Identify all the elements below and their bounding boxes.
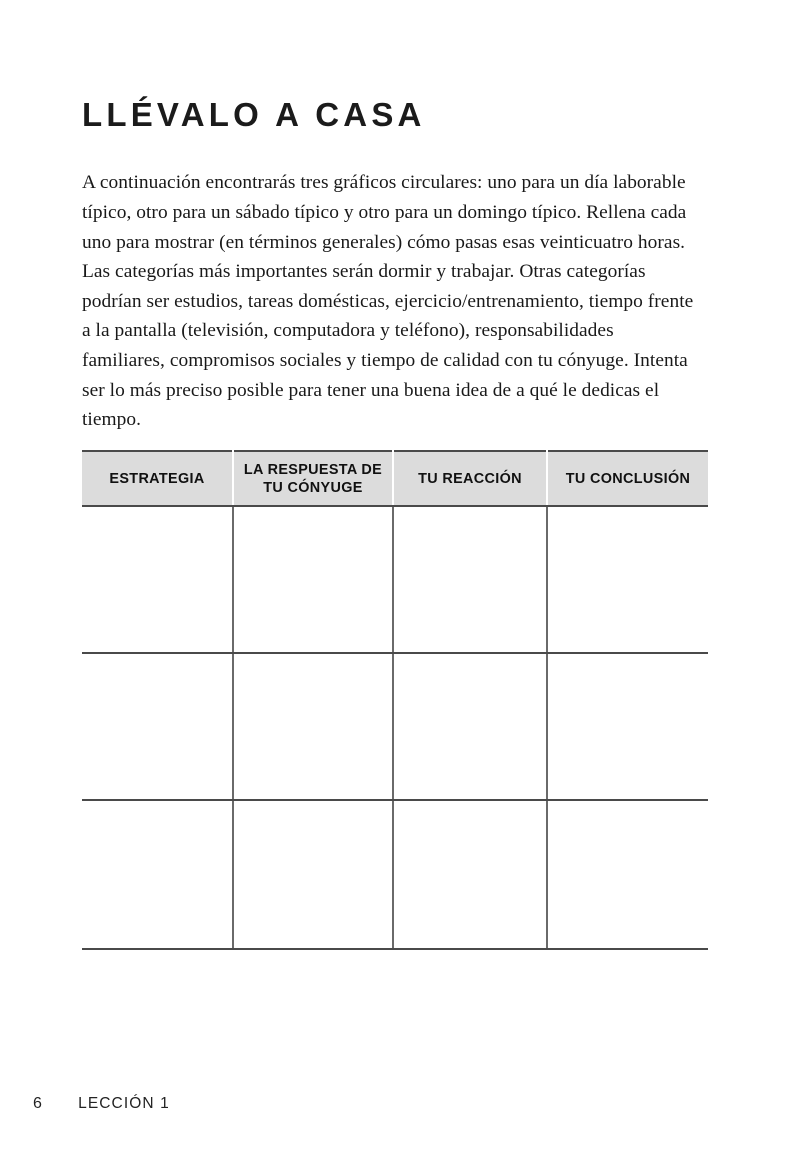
- cell-tu-reaccion[interactable]: [393, 506, 547, 653]
- intro-paragraph: A continuación encontrarás tres gráficos circulares: uno para un día laborable típico, otro para un sábado típico y otro para un domingo típico. Rellena cada uno para mostrar (en términos generales) cómo pasas esas veinticuatro horas. Las categorías más importantes serán dormir y trabajar. Otras categorías podrían ser estudios, tareas domésticas, ejercicio/entrenamiento, tiempo frente a la pantalla (televisión, computadora y teléfono), responsabilidades familiares, compromisos sociales y tiempo de calidad con tu cónyuge. Intenta ser lo más preciso posible para tener una buena idea de a qué le dedicas el tiempo.: [82, 172, 694, 431]
- cell-respuesta-conyuge[interactable]: [233, 800, 393, 949]
- column-header-tu-conclusion: TU CONCLUSIÓN: [547, 451, 708, 506]
- cell-tu-conclusion[interactable]: [547, 800, 708, 949]
- cell-tu-conclusion[interactable]: [547, 506, 708, 653]
- footer-page-number: 6: [33, 1095, 43, 1112]
- page-title: LLÉVALO A CASA: [82, 96, 426, 134]
- cell-tu-reaccion[interactable]: [393, 800, 547, 949]
- table-row: [82, 653, 708, 800]
- cell-tu-conclusion[interactable]: [547, 653, 708, 800]
- table-row: [82, 506, 708, 653]
- cell-estrategia[interactable]: [82, 653, 233, 800]
- worksheet-table: [82, 450, 708, 950]
- cell-estrategia[interactable]: [82, 800, 233, 949]
- cell-respuesta-conyuge[interactable]: [233, 506, 393, 653]
- footer-lesson-label: LECCIÓN 1: [78, 1095, 170, 1112]
- cell-tu-reaccion[interactable]: [393, 653, 547, 800]
- column-header-estrategia: ESTRATEGIA: [82, 451, 233, 506]
- column-header-respuesta-conyuge: LA RESPUESTA DE TU CÓNYUGE: [233, 451, 393, 506]
- table-header-row: [82, 451, 708, 506]
- table-row: [82, 800, 708, 949]
- column-header-tu-reaccion: TU REACCIÓN: [393, 451, 547, 506]
- page-footer: [33, 1095, 170, 1113]
- cell-respuesta-conyuge[interactable]: [233, 653, 393, 800]
- cell-estrategia[interactable]: [82, 506, 233, 653]
